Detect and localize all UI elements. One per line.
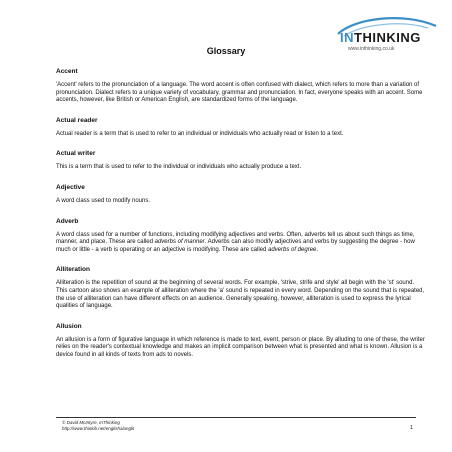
glossary-content — [56, 68, 426, 372]
entry-definition: Alliteration is the repetition of sound at the beginning of several words. For example, 'strive, strife and style' all begin with the 'st' sound. This cartoon also shows an example of alliteration where the 'a' sound is repeated in every word. Depending on the sound that is repeated, the use of alliteration can have different effects on an audience. Generally speaking, however, alliteration is used to express the lyrical qualities of language. — [56, 280, 425, 310]
entry-definition: Actual reader is a term that is used to refer to an individual or individuals who actually read or listen to a text. — [56, 130, 344, 137]
footer — [62, 420, 134, 432]
entry-definition — [56, 232, 426, 255]
logo-wordmark — [340, 30, 421, 45]
definition-italic-term: adverbs of manner — [154, 239, 205, 246]
footer-link[interactable]: http://www.thinkib.net/englishalanglit — [62, 426, 135, 431]
entry-term: Actual writer — [56, 150, 96, 158]
entry-adjective — [56, 184, 426, 206]
definition-text: . — [316, 246, 319, 253]
entry-actual-reader — [56, 117, 426, 139]
definition-italic-term: adverbs of degree — [268, 246, 317, 253]
entry-definition: 'Accent' refers to the pronunciation of a language. The word accent is often confused with dialect, which refers to more than a variation of pronunciation. Dialect refers to a unique variety of vocabulary, grammar and pronunciation. In fact, everyone speaks with an accent. Some accents, however, like British or American English, are standardized forms of the language. — [56, 82, 423, 104]
entry-allusion — [56, 323, 426, 360]
logo-url: www.inthinking.co.uk — [348, 46, 395, 52]
entry-term: Adverb — [56, 217, 79, 225]
definition-text: . Adverbs can also modify adjectives and verbs by suggesting the degree - how much or little - a verb is operating or an adjective is modifying. These are called — [56, 239, 415, 253]
entry-term: Accent — [56, 68, 78, 75]
entry-accent — [56, 68, 426, 105]
page-title: Glossary — [206, 46, 246, 56]
logo-brand-rest: THINKING — [354, 30, 421, 45]
logo-brand-in: IN — [340, 30, 354, 45]
entry-actual-writer — [56, 150, 426, 172]
entry-adverb — [56, 218, 426, 255]
entry-definition: This is a term that is used to refer to the individual or individuals who actually produce a text. — [56, 164, 302, 171]
entry-term: Actual reader — [56, 116, 98, 124]
entry-term: Allusion — [56, 322, 82, 330]
entry-definition: A word class used to modify nouns. — [56, 197, 151, 204]
definition-text: A word class used for a number of functions, including modifying adjectives and verbs. Often, adverbs tell us about such things as time, manner, and place. These are called — [56, 231, 415, 246]
entry-term: Alliteration — [56, 266, 90, 274]
entry-alliteration — [56, 266, 426, 310]
entry-definition: An allusion is a form of figurative language in which reference is made to text, event, person or place. By alluding to one of these, the writer relies on the reader's contextual knowledge and makes an implicit comparison between what is presented and what is known. Allusion is a device found in all kinds of texts from ads to novels. — [56, 336, 425, 358]
page-number: 1 — [410, 425, 414, 431]
entry-term: Adjective — [56, 183, 85, 191]
footer-divider — [56, 417, 416, 418]
footer-copyright: © David McIntyre, InThinking — [62, 420, 120, 425]
